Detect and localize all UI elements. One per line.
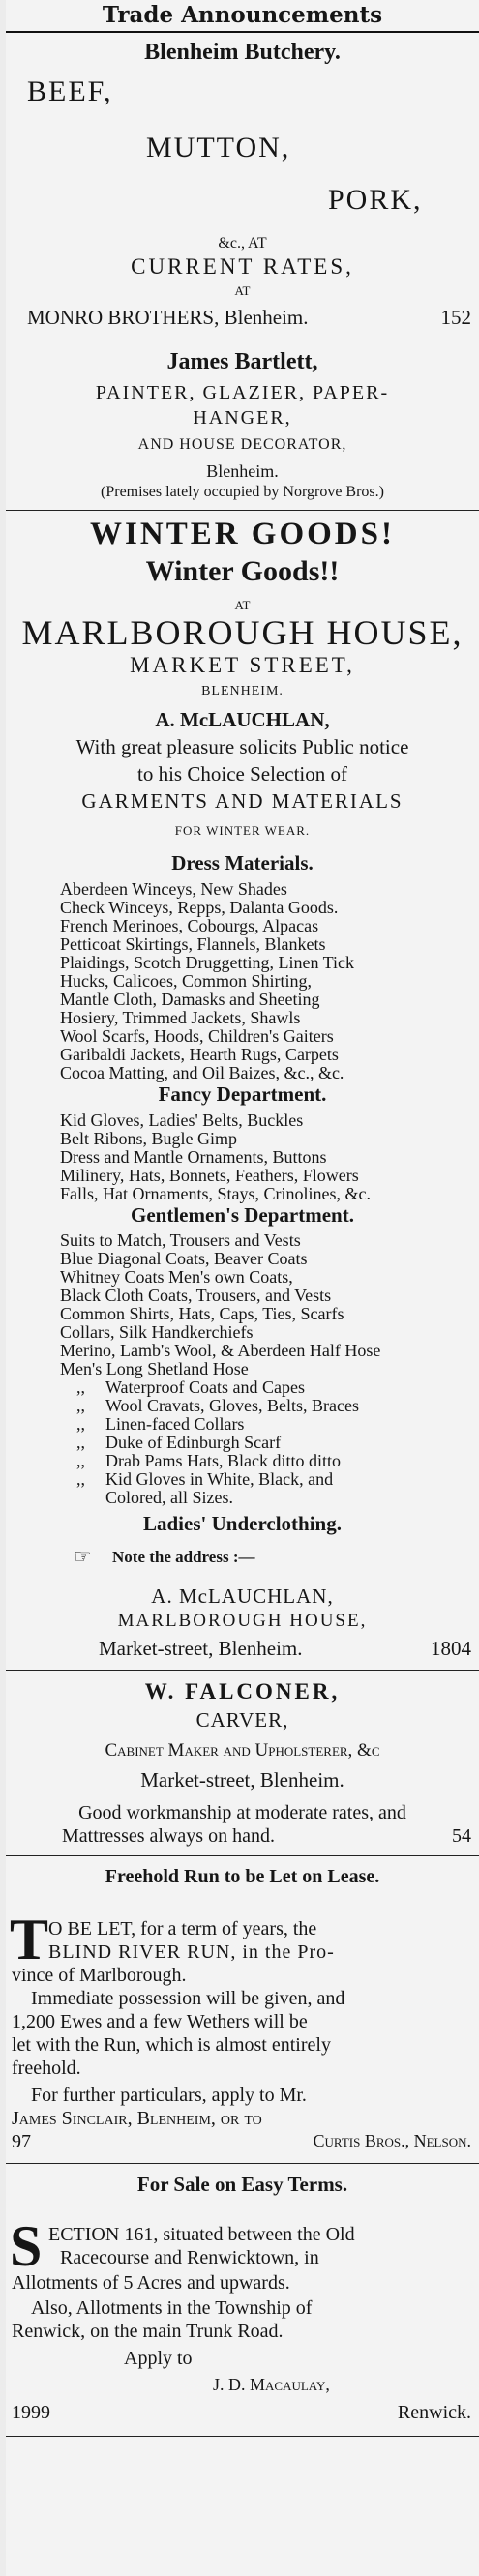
list-item: Drab Pams Hats, Black ditto ditto [105,1451,341,1470]
list-item: Merino, Lamb's Wool, & Aberdeen Half Hose [60,1341,381,1360]
ad-title: Freehold Run to be Let on Lease. [105,1866,380,1887]
body-line: 1,200 Ewes and a few Wethers will be [12,2011,308,2032]
list-item: Mantle Cloth, Damasks and Sheeting [60,990,320,1009]
body-line: For further particulars, apply to Mr. [31,2085,307,2106]
section-title: Trade Announcements [102,2,383,28]
body-line: Good workmanship at moderate rates, and [78,1802,406,1823]
list-item: Colored, all Sizes. [105,1488,233,1507]
body-line: James Sinclair, Blenheim, or to [12,2108,262,2129]
trade-line: PAINTER, GLAZIER, PAPER- [95,382,390,403]
gents-heading: Gentlemen's Department. [131,1203,354,1227]
list-item: Garibaldi Jackets, Hearth Rugs, Carpets [60,1045,339,1064]
ditto-mark: ,, [76,1451,85,1470]
ditto-mark: ,, [76,1469,85,1489]
list-item: Falls, Hat Ornaments, Stays, Crinolines, &c. [60,1184,371,1203]
apply-line: Apply to [124,2348,193,2369]
ad-number: 97 [12,2131,31,2152]
fancy-heading: Fancy Department. [158,1082,327,1106]
body-line: O BE LET, for a term of years, the [48,1918,317,1939]
proprietor: A. McLAUCHLAN, [155,708,330,731]
list-item: Wool Cravats, Gloves, Belts, Braces [105,1396,360,1415]
trade-line: Cabinet Maker and Upholsterer, &c [105,1740,380,1761]
town-line: Blenheim. [206,461,279,481]
drop-cap: S [10,2214,43,2278]
divider [6,2436,479,2437]
list-item: French Merinoes, Cobourgs, Alpacas [60,916,319,935]
at-label: AT [234,598,251,612]
list-item: Whitney Coats Men's own Coats, [60,1267,293,1287]
body-line: Renwick, on the main Trunk Road. [12,2321,284,2342]
town-line: BLENHEIM. [201,684,284,698]
body-line: Also, Allotments in the Township of [31,2297,313,2319]
etc-at: &c., AT [218,235,267,252]
list-item: Dress and Mantle Ornaments, Buttons [60,1147,327,1167]
signature: Curtis Bros., Nelson. [313,2131,471,2150]
list-item: Petticoat Skirtings, Flannels, Blankets [60,934,326,954]
ladies-heading: Ladies' Underclothing. [143,1512,342,1535]
ad-number: 1804 [431,1637,471,1660]
ad-number: 54 [452,1825,471,1847]
list-item: Cocoa Matting, and Oil Baizes, &c., &c. [60,1063,344,1082]
street-line: MARKET STREET, [130,653,355,677]
ad-number: 1999 [12,2402,50,2423]
ad-title: WINTER GOODS! [90,517,395,551]
list-item: Common Shirts, Hats, Caps, Ties, Scarfs [60,1304,344,1323]
list-item: Plaidings, Scotch Druggetting, Linen Tick [60,953,354,972]
ad-title: For Sale on Easy Terms. [136,2173,348,2196]
mutton-line: MUTTON, [146,132,291,163]
list-item: Linen-faced Collars [105,1414,245,1434]
ditto-mark: ,, [76,1433,85,1452]
pork-line: PORK, [328,184,423,216]
ad-title: James Bartlett, [166,349,318,374]
ditto-mark: ,, [76,1377,85,1397]
body-line: vince of Marlborough. [12,1965,187,1986]
trade-line: CARVER, [195,1708,289,1732]
newspaper-column [6,0,479,2576]
list-item: Wool Scarfs, Hoods, Children's Gaiters [60,1026,334,1046]
list-item: Check Winceys, Repps, Dalanta Goods. [60,898,339,917]
body-line: Racecourse and Renwicktown, in [60,2247,319,2268]
for-winter: FOR WINTER WEAR. [174,823,311,838]
list-item: Kid Gloves in White, Black, and [105,1469,334,1489]
dress-heading: Dress Materials. [171,851,314,874]
agent-town: Renwick. [397,2402,471,2423]
address-name: A. McLAUCHLAN, [151,1584,334,1608]
ad-title: W. FALCONER, [144,1679,341,1703]
shop-name: MARLBOROUGH HOUSE, [21,613,464,652]
garments-line: GARMENTS AND MATERIALS [81,789,404,813]
premises-note: (Premises lately occupied by Norgrove Bros.) [101,484,384,500]
current-rates: CURRENT RATES, [131,254,354,279]
list-item: Suits to Match, Trousers and Vests [60,1230,301,1250]
list-item: Waterproof Coats and Capes [105,1377,305,1397]
list-item: Duke of Edinburgh Scarf [105,1433,282,1452]
intro-line: With great pleasure solicits Public notice [75,735,409,758]
ditto-mark: ,, [76,1396,85,1415]
ad-subtitle: Winter Goods!! [145,555,340,587]
body-line: ECTION 161, situated between the Old [48,2224,355,2245]
ad-number: 152 [440,306,471,329]
list-item: Belt Ribons, Bugle Gimp [60,1129,238,1148]
divider [6,1670,479,1671]
body-line: Immediate possession will be given, and [31,1988,345,2009]
header-rule [6,31,479,33]
body-line: Mattresses always on hand. [62,1825,275,1847]
intro-line: to his Choice Selection of [137,762,347,785]
street-line: Market-street, Blenheim. [140,1768,344,1791]
beef-line: BEEF, [27,75,113,107]
ad-title: Blenheim Butchery. [144,40,341,65]
drop-cap: T [10,1908,49,1971]
divider [6,510,479,511]
list-item: Hosiery, Trimmed Jackets, Shawls [60,1008,301,1027]
list-item: Men's Long Shetland Hose [60,1359,249,1378]
at-label: AT [234,283,251,298]
monro-brothers: MONRO BROTHERS, Blenheim. [27,306,309,329]
address-house: MARLBOROUGH HOUSE, [117,1611,368,1631]
note-address: Note the address :— [112,1548,255,1566]
pointing-hand-icon: ☞ [74,1545,92,1568]
divider [6,2163,479,2164]
list-item: Blue Diagonal Coats, Beaver Coats [60,1249,308,1268]
trade-line: HANGER, [193,407,292,429]
agent-name: J. D. Macaulay, [213,2375,330,2394]
body-line: freehold. [12,2058,81,2079]
list-item: Black Cloth Coats, Trousers, and Vests [60,1286,332,1305]
list-item: Milinery, Hats, Bonnets, Feathers, Flowers [60,1166,359,1185]
ditto-mark: ,, [76,1414,85,1434]
address-street: Market-street, Blenheim. [99,1637,303,1660]
list-item: Collars, Silk Handkerchiefs [60,1322,254,1342]
body-line: Allotments of 5 Acres and upwards. [12,2272,290,2294]
body-line: let with the Run, which is almost entirely [12,2034,331,2056]
divider [6,1855,479,1856]
list-item: Aberdeen Winceys, New Shades [60,879,287,899]
list-item: Kid Gloves, Ladies' Belts, Buckles [60,1110,304,1130]
trade-line: AND HOUSE DECORATOR, [137,436,347,453]
body-line: BLIND RIVER RUN, in the Pro- [48,1941,335,1963]
list-item: Hucks, Calicoes, Common Shirting, [60,971,312,991]
